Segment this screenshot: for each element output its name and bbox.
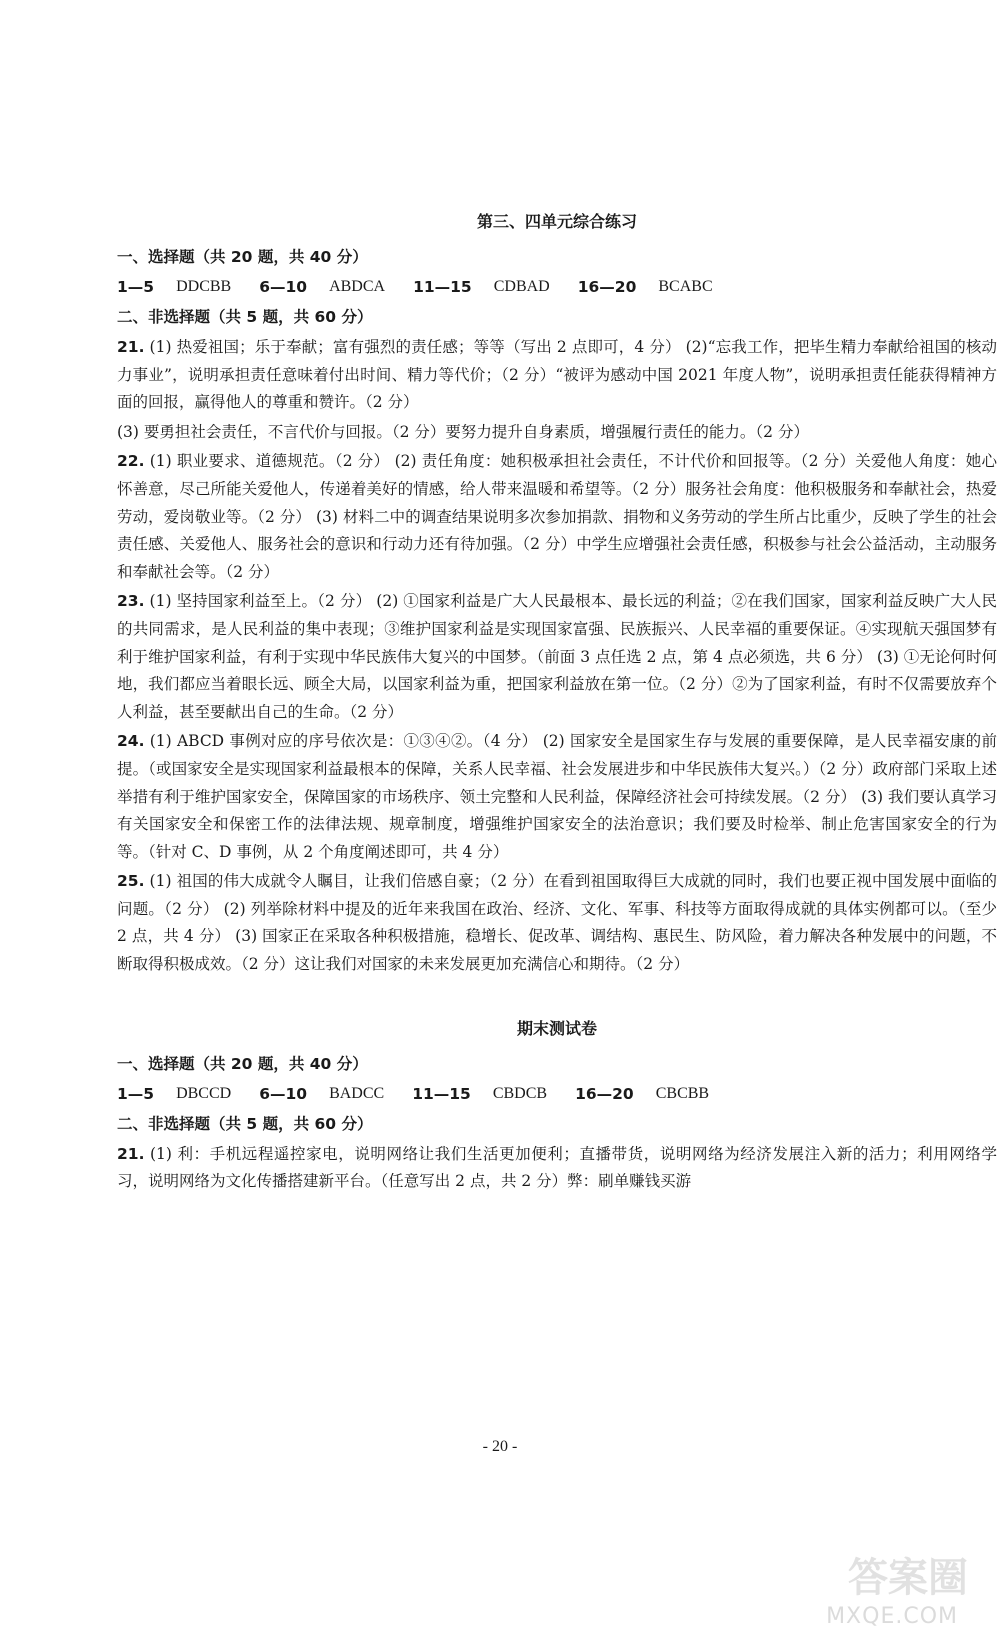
section-title-final-exam: 期末测试卷 <box>516 1018 597 1038</box>
question-number: 21. <box>117 1144 145 1163</box>
question-21 <box>117 1141 997 1196</box>
answer-group <box>117 272 231 302</box>
answer-text: (1) 坚持国家利益至上。（2 分） (2) ①国家利益是广大人民最根本、最长远的利益；②在我们国家，国家利益反映广大人民的共同需求，是人民利益的集中表现；③维护国家利益是实现国家富强、民族振兴、人民幸福的重要保证。④实现航天强国梦有利于维护国家利益，有利于实现中华民族伟大复兴的中国梦。（前面 3 点任选 2 点，第 4 点必须选，共 6 分） (3) ①无论何时何地，我们都应当着眼长远、顾全大局，以国家利益为重，把国家利益放在第一位。（2 分）②为了国家利益，有时不仅需要放弃个人利益，甚至要献出自己的生命。（2 分） <box>117 592 997 721</box>
answer-group <box>578 272 713 302</box>
answer-value: DBCCD <box>176 1084 232 1102</box>
answer-range: 1—5 <box>117 1084 155 1103</box>
answer-text: (1) 利：手机远程遥控家电，说明网络让我们生活更加便利；直播带货，说明网络为经济发展注入新的活力；利用网络学习，说明网络为文化传播搭建新平台。（任意写出 2 点，共 2 分）弊：刷单赚钱买游 <box>117 1144 997 1191</box>
heading-non-choice: 二、非选择题（共 5 题，共 60 分） <box>117 308 373 326</box>
answer-group <box>259 1079 384 1109</box>
heading-multiple-choice: 一、选择题（共 20 题，共 40 分） <box>117 248 368 266</box>
answer-value: CBCBB <box>655 1084 710 1102</box>
answer-range: 11—15 <box>413 278 472 296</box>
answer-text: (1) 职业要求、道德规范。（2 分） (2) 责任角度：她积极承担社会责任，不计代价和回报等。（2 分）关爱他人角度：她心怀善意，尽己所能关爱他人，传递着美好的情感，给人带来温暖和希望等。（2 分）服务社会角度：他积极服务和奉献社会，热爱劳动，爱岗敬业等。（2 分） (3) 材料二中的调查结果说明多次参加捐款、捐物和义务劳动的学生所占比重少，反映了学生的社会责任感、关爱他人、服务社会的意识和行动力还有待加强。（2 分）中学生应增强社会责任感，积极参与社会公益活动，主动服务和奉献社会等。（2 分） <box>117 452 997 581</box>
answer-value: BADCC <box>329 1084 385 1102</box>
question-21-part3 <box>117 419 997 447</box>
question-21 <box>117 334 997 417</box>
question-25 <box>117 868 997 978</box>
answer-group <box>117 1079 231 1109</box>
answer-row <box>117 1079 997 1109</box>
answer-range: 6—10 <box>259 1084 308 1103</box>
question-number: 21. <box>117 338 145 356</box>
heading-non-choice: 二、非选择题（共 5 题，共 60 分） <box>117 1114 373 1133</box>
answer-text: (1) ABCD 事例对应的序号依次是：①③④②。（4 分） (2) 国家安全是国家生存与发展的重要保障，是人民幸福安康的前提。（或国家安全是实现国家利益最根本的保障，关系人民幸福、社会发展进步和中华民族伟大复兴。）（2 分）政府部门采取上述举措有利于维护国家安全，保障国家的市场秩序、领土完整和人民利益，保障经济社会可持续发展。（2 分） (3) 我们要认真学习有关国家安全和保密工作的法律法规、规章制度，增强维护国家安全的法治意识；我们要及时检举、制止危害国家安全的行为等。（针对 C、D 事例，从 2 个角度阐述即可，共 4 分） <box>117 732 997 861</box>
section-title-unit-3-4: 第三、四单元综合练习 <box>476 212 637 231</box>
answer-value: BCABC <box>658 278 713 295</box>
heading-multiple-choice: 一、选择题（共 20 题，共 40 分） <box>117 1054 368 1073</box>
answer-value: CBDCB <box>492 1084 548 1102</box>
answer-text: (1) 祖国的伟大成就令人瞩目，让我们倍感自豪；（2 分）在看到祖国取得巨大成就的同时，我们也要正视中国发展中面临的问题。（2 分） (2) 列举除材料中提及的近年来我国在政治、经济、文化、军事、科技等方面取得成就的具体实例都可以。（至少 2 点，共 4 分） (3) 国家正在采取各种积极措施，稳增长、促改革、调结构、惠民生、防风险，着力解决各种发展中的问题，不断取得积极成效。（2 分）这让我们对国家的未来发展更加充满信心和期待。（2 分） <box>117 872 997 974</box>
answer-group <box>413 272 550 302</box>
document-page <box>117 208 997 1198</box>
question-23 <box>117 588 997 726</box>
watermark-mark: 答案圈 <box>848 1555 968 1601</box>
answer-range: 1—5 <box>117 278 155 296</box>
answer-value: DDCBB <box>176 278 232 295</box>
question-number: 25. <box>117 872 145 891</box>
answer-group <box>259 272 385 302</box>
watermark-site: MXQE.COM <box>826 1604 958 1629</box>
question-24 <box>117 728 997 866</box>
question-number: 23. <box>117 592 145 611</box>
answer-text: (3) 要勇担社会责任，不言代价与回报。（2 分）要努力提升自身素质，增强履行责任的能力。（2 分） <box>117 422 809 441</box>
page-number: - 20 - <box>482 1438 518 1455</box>
question-number: 24. <box>117 732 145 751</box>
answer-range: 11—15 <box>412 1084 471 1103</box>
answer-value: ABDCA <box>329 278 386 295</box>
answer-range: 6—10 <box>259 278 308 296</box>
answer-range: 16—20 <box>575 1084 634 1103</box>
question-number: 22. <box>117 452 145 471</box>
answer-group <box>575 1079 709 1109</box>
answer-group <box>412 1079 547 1109</box>
answer-text: (1) 热爱祖国；乐于奉献；富有强烈的责任感；等等（写出 2 点即可，4 分） (2)“忘我工作，把毕生精力奉献给祖国的核动力事业”，说明承担责任意味着付出时间、精力等代价；（2 分）“被评为感动中国 2021 年度人物”，说明承担责任能获得精神方面的回报，赢得他人的尊重和赞许。（2 分） <box>117 338 997 412</box>
answer-range: 16—20 <box>577 278 637 296</box>
answer-value: CDBAD <box>493 278 550 295</box>
question-22 <box>117 448 997 586</box>
answer-row <box>117 272 997 302</box>
watermark-logo <box>798 1555 988 1639</box>
